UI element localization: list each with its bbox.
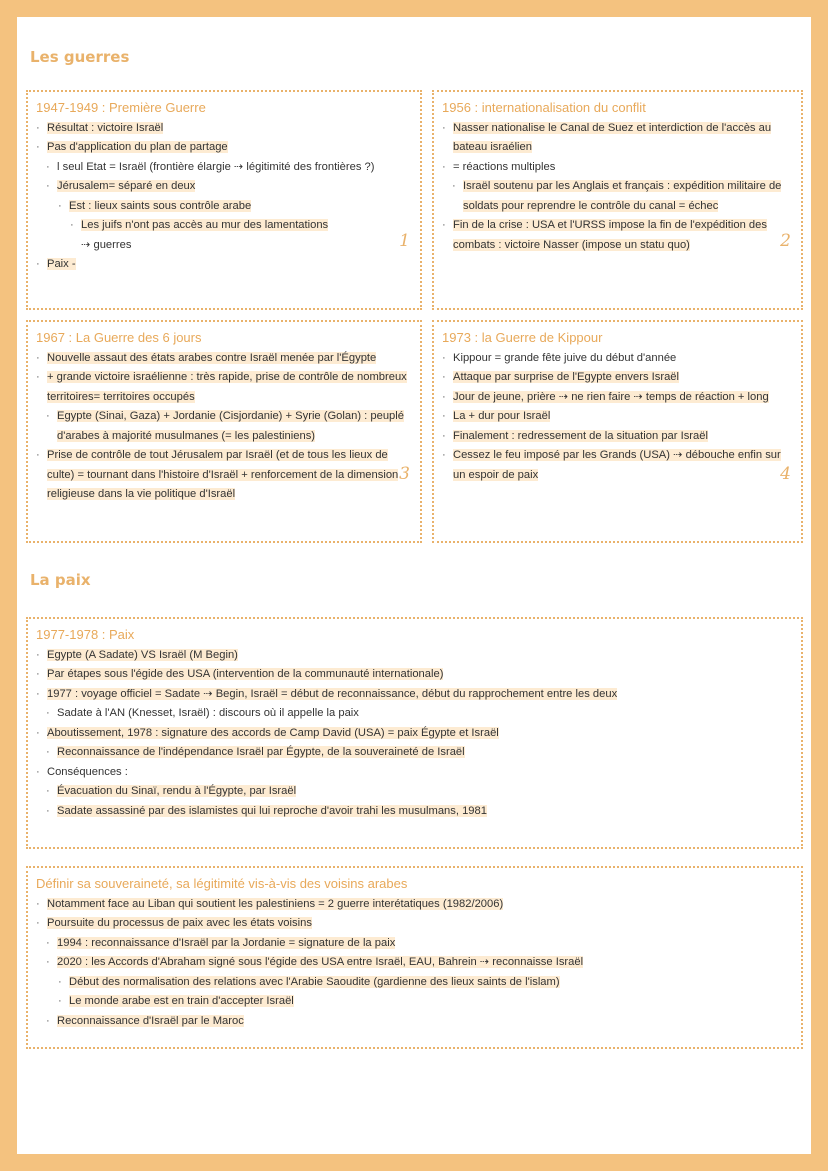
list-item: · Sadate assassiné par des islamistes qui lui reproche d'avoir trahi les musulmans, 1981 [46, 802, 793, 822]
page [17, 17, 811, 1154]
list-item: · Début des normalisation des relations avec l'Arabie Saoudite (gardienne des lieux saints de l'islam) [58, 973, 793, 993]
list-item: · Les juifs n'ont pas accès au mur des lamentations [70, 216, 412, 236]
list-item: · = réactions multiples [442, 158, 793, 178]
list-item: · Egypte (Sinai, Gaza) + Jordanie (Cisjordanie) + Syrie (Golan) : peuplé d'arabes à majorité musulmanes (= les palestiniens) [46, 407, 412, 446]
list-item: · Cessez le feu imposé par les Grands (USA) ⇢ débouche enfin sur un espoir de paix [442, 446, 793, 485]
box-souverainete [26, 866, 803, 1049]
list-item: · Fin de la crise : USA et l'URSS impose la fin de l'expédition des combats : victoire Nasser (impose un statu quo) [442, 216, 793, 255]
list-item: · 1994 : reconnaissance d'Israël par la Jordanie = signature de la paix [46, 934, 793, 954]
list-item: · Egypte (A Sadate) VS Israël (M Begin) [36, 646, 793, 666]
box-title: Définir sa souveraineté, sa légitimité vis-à-vis des voisins arabes [36, 876, 408, 891]
list-item: · + grande victoire israélienne : très rapide, prise de contrôle de nombreux territoires= territoires occupés [36, 368, 412, 407]
list-item: · l seul Etat = Israël (frontière élargie ⇢ légitimité des frontières ?) [46, 158, 412, 178]
list-item: · Le monde arabe est en train d'accepter Israël [58, 992, 793, 1012]
box-number: 1 [399, 231, 410, 251]
box-number: 4 [780, 464, 791, 484]
box-guerre-6-jours [26, 320, 422, 543]
list-item: · Attaque par surprise de l'Egypte envers Israël [442, 368, 793, 388]
list-item: · Est : lieux saints sous contrôle arabe [58, 197, 412, 217]
box-number: 2 [780, 231, 791, 251]
box-paix-1977 [26, 617, 803, 849]
list-item: · Israël soutenu par les Anglais et français : expédition militaire de soldats pour reprendre le contrôle du canal = échec [452, 177, 793, 216]
list-item: · Pas d'application du plan de partage [36, 138, 412, 158]
list-item: · Sadate à l'AN (Knesset, Israël) : discours où il appelle la paix [46, 704, 793, 724]
list-item: · Résultat : victoire Israël [36, 119, 412, 139]
box-title: 1956 : internationalisation du conflit [442, 100, 646, 115]
list-item: · Notamment face au Liban qui soutient les palestiniens = 2 guerre interétatiques (1982/2006) [36, 895, 793, 915]
box-title: 1973 : la Guerre de Kippour [442, 330, 603, 345]
list-item: · Nasser nationalise le Canal de Suez et interdiction de l'accès au bateau israélien [442, 119, 793, 158]
list-item: · Aboutissement, 1978 : signature des accords de Camp David (USA) = paix Égypte et Israël [36, 724, 793, 744]
list-item: · Conséquences : [36, 763, 793, 783]
list-item: · 2020 : les Accords d'Abraham signé sous l'égide des USA entre Israël, EAU, Bahrein ⇢ reconnaisse Israël [46, 953, 793, 973]
list-item: · Par étapes sous l'égide des USA (intervention de la communauté internationale) [36, 665, 793, 685]
box-internationalisation [432, 90, 803, 310]
list-item: · Prise de contrôle de tout Jérusalem par Israël (et de tous les lieux de culte) = tournant dans l'histoire d'Israël + renforcement de la dimension religieuse dans la vie politique d'Israël [36, 446, 412, 505]
list-item: · Paix - [36, 255, 412, 275]
list-item: · La + dur pour Israël [442, 407, 793, 427]
list-item: · Finalement : redressement de la situation par Israël [442, 427, 793, 447]
box-guerre-kippour [432, 320, 803, 543]
list-item: · Poursuite du processus de paix avec les états voisins [36, 914, 793, 934]
list-item: · Kippour = grande fête juive du début d'année [442, 349, 793, 369]
section-title-paix: La paix [30, 571, 91, 589]
list-item: · Jérusalem= séparé en deux [46, 177, 412, 197]
list-item: · 1977 : voyage officiel = Sadate ⇢ Begin, Israël = début de reconnaissance, début du rapprochement entre les deux [36, 685, 793, 705]
list-item: · Reconnaissance d'Israël par le Maroc [46, 1012, 793, 1032]
box-title: 1947-1949 : Première Guerre [36, 100, 206, 115]
list-item: · Reconnaissance de l'indépendance Israël par Égypte, de la souveraineté de Israël [46, 743, 793, 763]
list-item: · Jour de jeune, prière ⇢ ne rien faire ⇢ temps de réaction + long [442, 388, 793, 408]
section-title-guerres: Les guerres [30, 48, 130, 66]
box-title: 1967 : La Guerre des 6 jours [36, 330, 202, 345]
list-item: · Nouvelle assaut des états arabes contre Israël menée par l'Égypte [36, 349, 412, 369]
box-number: 3 [399, 464, 410, 484]
list-item: · Évacuation du Sinaï, rendu à l'Égypte, par Israël [46, 782, 793, 802]
list-item: ⇢ guerres [81, 238, 132, 251]
box-title: 1977-1978 : Paix [36, 627, 135, 642]
box-premiere-guerre [26, 90, 422, 310]
